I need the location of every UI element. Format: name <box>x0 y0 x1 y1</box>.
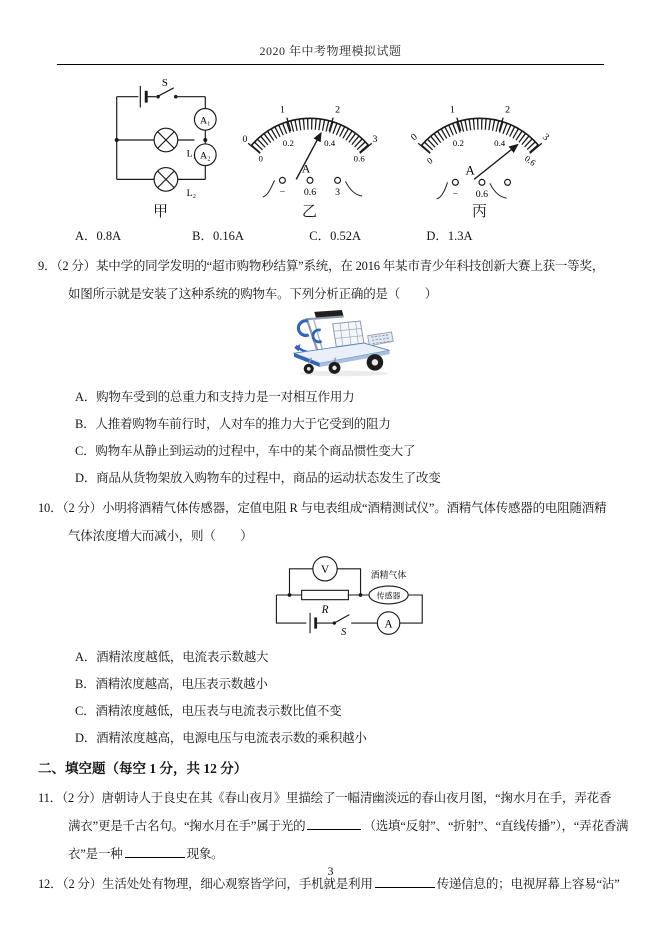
lamp2-label: L₂ <box>186 188 196 200</box>
tick-02-inner: 0.2 <box>452 137 464 148</box>
figure-ammeters <box>0 75 661 220</box>
lamp1-label: L₁ <box>186 148 196 160</box>
terminal-06: 0.6 <box>475 189 488 201</box>
page-title: 2020 年中考物理模拟试题 <box>259 44 402 58</box>
tick-0-inner: 0 <box>258 153 263 164</box>
q9-text-line2: 如图所示就是安装了这种系统的购物车。下列分析正确的是（ ） <box>68 287 438 301</box>
q10-figure <box>38 552 641 642</box>
sensor-caption: 酒精气体 <box>370 570 407 581</box>
q9-text-line1: 9．（2 分）某中学的同学发明的“超市购物秒结算”系统，在 2016 年某市青少年科技创新大赛上获一等奖， <box>38 259 605 273</box>
figure-caption-yi: 乙 <box>301 204 317 220</box>
tick-04-inner: 0.4 <box>493 137 505 148</box>
q10-option-c: C．酒精浓度越低，电压表与电流表示数比值不变 <box>75 704 342 718</box>
answer-options-row <box>0 226 661 250</box>
q11-line3-pre: 衣”是一种 <box>68 847 123 861</box>
q11-text-line1: 11．（2 分）唐朝诗人于良史在其《春山夜月》里描绘了一幅清幽淡远的春山夜月图，“掬水月在手，弄花香 <box>38 791 612 805</box>
q10-option-a: A．酒精浓度越低，电流表示数越大 <box>75 650 269 664</box>
answer-option-d: D．1.3A <box>426 229 473 243</box>
voltmeter-label: V <box>320 564 330 577</box>
q9-option-a: A．购物车受到的总重力和支持力是一对相互作用力 <box>75 390 355 404</box>
q9-figure <box>38 310 641 382</box>
meter-unit: A <box>465 163 475 178</box>
answer-option-b: B．0.16A <box>192 229 244 243</box>
ammeter-dial-bing <box>400 75 560 203</box>
answer-option-c: C．0.52A <box>309 229 361 243</box>
ammeter-dial-yi <box>230 75 390 203</box>
q12-pre: 12．（2 分）生活处处有物理，细心观察皆学问，手机就是利用 <box>38 877 373 891</box>
switch-label: S <box>341 627 347 638</box>
figure-meter-yi <box>230 75 390 220</box>
resistor-label: R <box>321 603 329 616</box>
tick-0-top: 0 <box>242 133 247 145</box>
meter-unit: A <box>301 161 310 176</box>
figure-meter-bing <box>400 75 560 220</box>
q11-text-line2 <box>38 812 641 840</box>
tick-2-top: 2 <box>334 104 340 116</box>
question-11 <box>38 784 641 868</box>
q11-line2-pre: 满衣”更是千古名句。“掬水月在手”属于光的 <box>68 819 306 833</box>
shopping-cart-image <box>276 310 404 378</box>
section-2-title: 二、填空题（每空 1 分，共 12 分） <box>38 761 248 776</box>
q11-blank-1 <box>307 817 361 830</box>
circuit-diagram-jia <box>102 77 220 203</box>
q10-option-b: B．酒精浓度越高，电压表示数越小 <box>75 677 268 691</box>
page-header <box>57 0 604 65</box>
alcohol-tester-circuit <box>242 552 437 638</box>
q10-text-line1: 10．（2 分）小明将酒精气体传感器，定值电阻 R 与电表组成“酒精测试仪”。酒精气体传感器的电阻随酒精 <box>38 501 607 515</box>
answer-option-a: A．0.8A <box>75 229 122 243</box>
q11-blank-2 <box>125 845 185 858</box>
figure-caption-bing: 丙 <box>471 204 487 220</box>
ammeter2-label: A₂ <box>199 150 211 162</box>
q11-line2-post: （选填“反射”、“折射”、“直线传播”），“弄花香满 <box>363 819 629 833</box>
terminal-06: 0.6 <box>303 187 316 199</box>
question-10 <box>38 494 641 752</box>
figure-circuit-jia <box>102 77 220 220</box>
terminal-minus: − <box>279 187 285 199</box>
q10-option-d: D．酒精浓度越高，电源电压与电流表示数的乘积越小 <box>75 731 367 745</box>
tick-1-top: 1 <box>449 104 455 116</box>
q9-option-d: D．商品从货物架放入购物车的过程中，商品的运动状态发生了改变 <box>75 471 441 485</box>
terminal-minus: − <box>452 189 458 201</box>
tick-02-inner: 0.2 <box>282 137 294 148</box>
tick-06-inner: 0.6 <box>522 153 538 168</box>
tick-1-top: 1 <box>279 104 285 116</box>
q11-line3-post: 现象。 <box>186 847 224 861</box>
q9-option-b: B．人推着购物车前行时，人对车的推力大于它受到的阻力 <box>75 417 391 431</box>
page-number: 3 <box>327 864 334 878</box>
tick-3-top: 3 <box>539 131 551 144</box>
tick-06-inner: 0.6 <box>353 153 365 164</box>
sensor-label: 传感器 <box>376 591 401 601</box>
ammeter1-label: A₁ <box>199 115 211 127</box>
question-9 <box>38 252 641 492</box>
terminal-3: 3 <box>334 187 340 199</box>
tick-2-top: 2 <box>504 104 510 116</box>
tick-0-inner: 0 <box>424 155 434 166</box>
switch-label: S <box>161 77 168 89</box>
tick-0-top: 0 <box>408 131 420 144</box>
q9-option-c: C．购物车从静止到运动的过程中，车中的某个商品惯性变大了 <box>75 444 416 458</box>
ammeter-label: A <box>384 618 393 631</box>
figure-caption-jia: 甲 <box>152 204 168 220</box>
tick-3-top: 3 <box>372 133 377 145</box>
q10-text-line2: 气体浓度增大而减小，则（ ） <box>68 529 253 543</box>
meter-needle <box>474 145 518 180</box>
q12-post: 传递信息的；电视屏幕上容易“沾” <box>436 877 620 891</box>
tick-04-inner: 0.4 <box>323 137 335 148</box>
